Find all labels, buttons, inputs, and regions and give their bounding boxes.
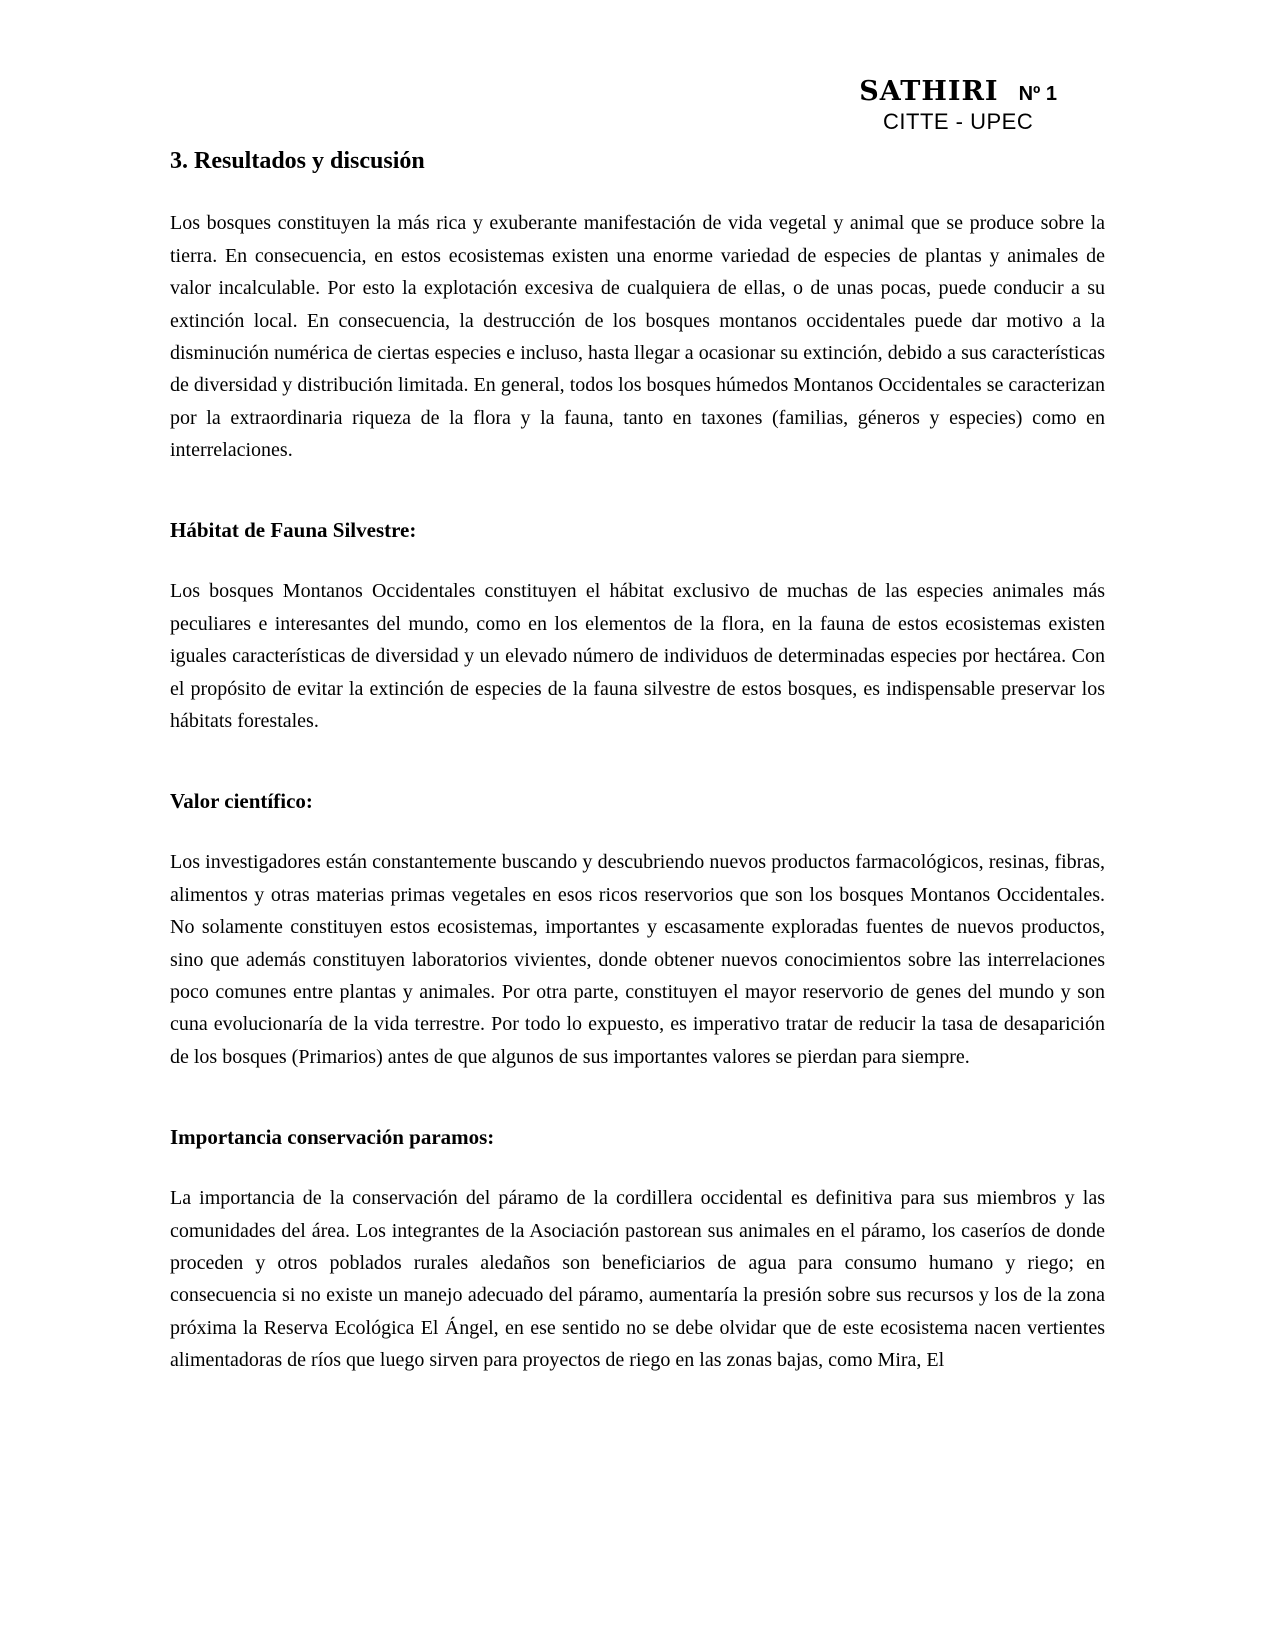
section-introduccion bbox=[170, 207, 1105, 466]
journal-brand bbox=[859, 76, 1057, 134]
issue-number: Nº 1 bbox=[1018, 83, 1057, 105]
document-body bbox=[170, 148, 1105, 1376]
section-heading-valor: Valor científico: bbox=[170, 789, 313, 814]
paragraph-importancia-paramos: La importancia de la conservación del páramo de la cordillera occidental es definitiva para sus miembros y las comunidades del área. Los integrantes de la Asociación pastorean sus animales en el páramo, los caseríos de donde proceden y otros poblados rurales aledaños son beneficiarios de agua para consumo humano y riego; en consecuencia si no existe un manejo adecuado del páramo, aumentaría la presión sobre sus recursos y los de la zona próxima la Reserva Ecológica El Ángel, en ese sentido no se debe olvidar que de este ecosistema nacen vertientes alimentadoras de ríos que luego sirven para proyectos de riego en las zonas bajas, como Mira, El bbox=[170, 1187, 1105, 1372]
section-heading-habitat: Hábitat de Fauna Silvestre: bbox=[170, 518, 417, 543]
section-habitat-fauna bbox=[170, 518, 1105, 737]
paragraph-valor-cientifico: Los investigadores están constantemente buscando y descubriendo nuevos productos farmacológicos, resinas, fibras, alimentos y otras materias primas vegetales en esos ricos reservorios que son los bosques Montanos Occidentales. No solamente constituyen estos ecosistemas, importantes y escasamente exploradas fuentes de nuevos productos, sino que además constituyen laboratorios vivientes, donde obtener nuevos conocimientos sobre las interrelaciones poco comunes entre plantas y animales. Por otra parte, constituyen el mayor reservorio de genes del mundo y son cuna evolucionaría de la vida terrestre. Por todo lo expuesto, es imperativo tratar de reducir la tasa de desaparición de los bosques (Primarios) antes de que algunos de sus importantes valores se pierdan para siempre. bbox=[170, 851, 1105, 1068]
section-importancia-paramos bbox=[170, 1125, 1105, 1376]
page-title: 3. Resultados y discusión bbox=[170, 148, 425, 175]
organization-name: CITTE - UPEC bbox=[883, 109, 1034, 135]
section-valor-cientifico bbox=[170, 789, 1105, 1073]
document-header bbox=[0, 0, 1275, 134]
paragraph-bosques-intro: Los bosques constituyen la más rica y exuberante manifestación de vida vegetal y animal que se produce sobre la tierra. En consecuencia, en estos ecosistemas existen una enorme variedad de especies de plantas y animales de valor incalculable. Por esto la explotación excesiva de cualquiera de ellas, o de unas pocas, puede conducir a su extinción local. En consecuencia, la destrucción de los bosques montanos occidentales puede dar motivo a la disminución numérica de ciertas especies e incluso, hasta llegar a ocasionar su extinción, debido a sus características de diversidad y distribución limitada. En general, todos los bosques húmedos Montanos Occidentales se caracterizan por la extraordinaria riqueza de la flora y la fauna, tanto en taxones (familias, géneros y especies) como en interrelaciones. bbox=[170, 212, 1105, 462]
journal-brand-line bbox=[859, 76, 1057, 107]
journal-title: SATHIRI bbox=[859, 76, 999, 107]
paragraph-habitat-fauna: Los bosques Montanos Occidentales constituyen el hábitat exclusivo de muchas de las especies animales más peculiares e interesantes del mundo, como en los elementos de la flora, en la fauna de estos ecosistemas existen iguales características de diversidad y un elevado número de individuos de determinadas especies por hectárea. Con el propósito de evitar la extinción de especies de la fauna silvestre de estos bosques, es indispensable preservar los hábitats forestales. bbox=[170, 580, 1105, 733]
section-heading-importancia: Importancia conservación paramos: bbox=[170, 1125, 495, 1150]
